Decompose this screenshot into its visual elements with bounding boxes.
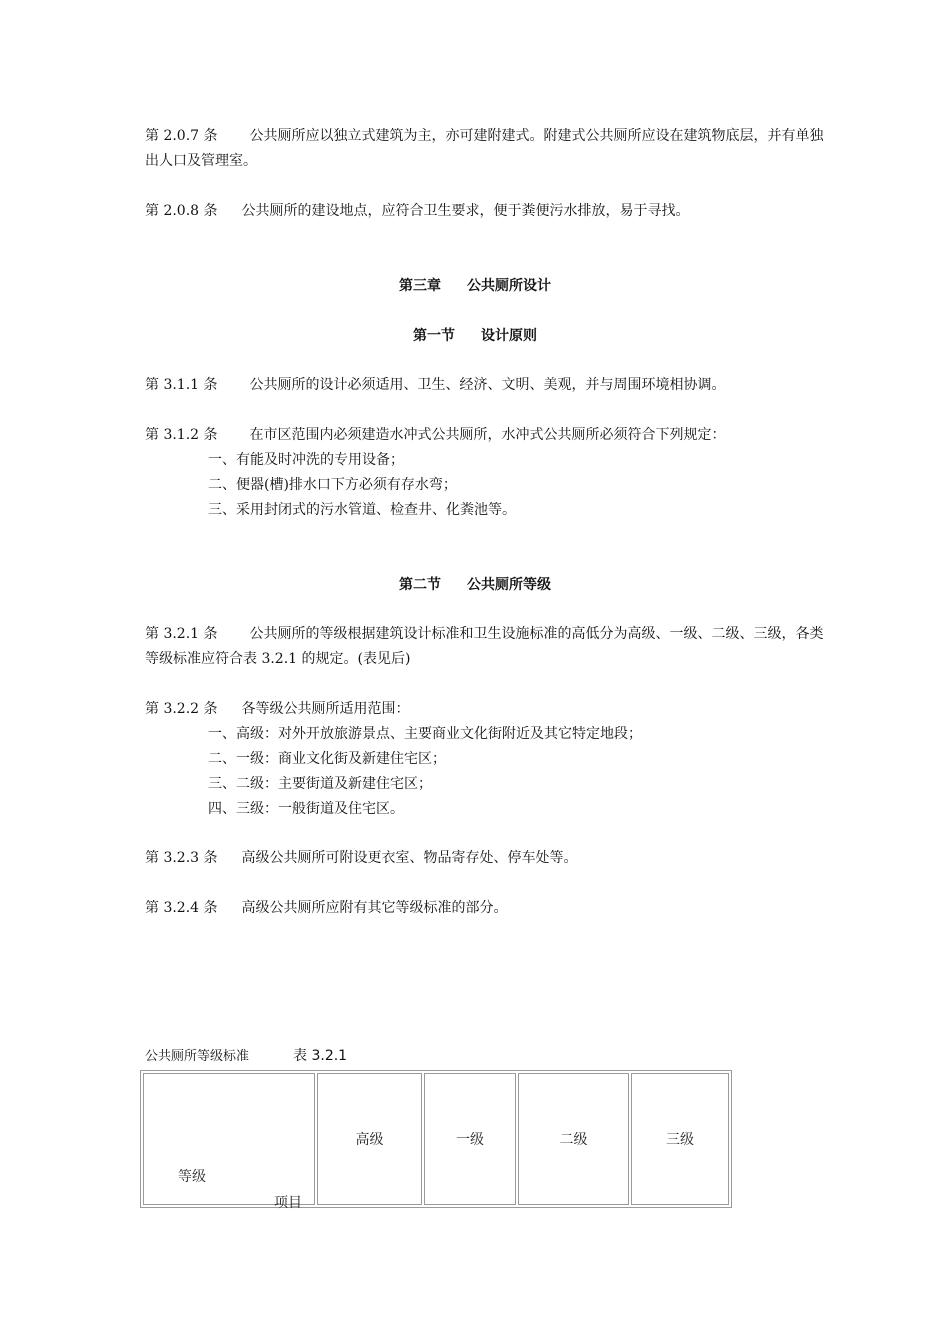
article-3-1-1 [145, 373, 825, 398]
list-item: 二、一级：商业文化街及新建住宅区； [208, 751, 446, 767]
article-text: 在市区范围内必须建造水冲式公共厕所，水冲式公共厕所必须符合下列规定： [249, 427, 726, 443]
article-number: 第 3.1.2 条 [145, 427, 218, 443]
header-cell-grade-2: 二级 [518, 1073, 629, 1205]
article-text: 公共厕所的建设地点，应符合卫生要求，便于粪便污水排放，易于寻找。 [241, 203, 690, 219]
article-text: 公共厕所的等级根据建筑设计标准和卫生设施标准的高低分为高级、一级、二级、三级，各类等级标准应符合表 3.2.1 的规定。(表见后) [145, 626, 824, 667]
article-number: 第 2.0.7 条 [145, 128, 218, 144]
article-text: 高级公共厕所应附有其它等级标准的部分。 [241, 900, 508, 916]
section-number: 第一节 [413, 328, 455, 344]
article-3-1-2 [145, 423, 825, 448]
section-title: 设计原则 [481, 328, 537, 344]
article-number: 第 3.2.3 条 [145, 850, 218, 866]
article-text: 公共厕所应以独立式建筑为主，亦可建附建式。附建式公共厕所应设在建筑物底层，并有单独出人口及管理室。 [145, 128, 824, 169]
article-number: 第 3.1.1 条 [145, 377, 218, 393]
article-text: 公共厕所的设计必须适用、卫生、经济、文明、美观，并与周围环境相协调。 [249, 377, 726, 393]
article-2-0-7 [145, 124, 825, 174]
grade-standard-table [140, 1070, 732, 1211]
header-cell-grade-high: 高级 [317, 1073, 422, 1205]
list-item: 一、有能及时冲洗的专用设备； [208, 452, 404, 468]
article-3-2-4 [145, 896, 825, 921]
list-item: 三、二级：主要街道及新建住宅区； [208, 776, 432, 792]
table-caption-title: 公共厕所等级标准 [145, 1049, 250, 1064]
table-number: 表 3.2.1 [293, 1048, 348, 1064]
section-heading-1 [0, 326, 950, 346]
list-item: 三、采用封闭式的污水管道、检查井、化粪池等。 [208, 502, 516, 518]
table-caption [145, 1047, 347, 1066]
header-cell-grade-1: 一级 [424, 1073, 516, 1205]
list-item: 一、高级：对外开放旅游景点、主要商业文化街附近及其它特定地段； [208, 726, 642, 742]
article-3-2-1 [145, 622, 825, 672]
article-text: 各等级公共厕所适用范围： [241, 701, 410, 717]
article-number: 第 3.2.1 条 [145, 626, 218, 642]
list-item: 二、便器(槽)排水口下方必须有存水弯； [208, 477, 457, 493]
article-3-2-2 [145, 697, 825, 722]
chapter-number: 第三章 [399, 278, 441, 294]
article-3-2-3 [145, 846, 825, 871]
article-number: 第 2.0.8 条 [145, 203, 218, 219]
table-header-row [143, 1073, 729, 1205]
article-number: 第 3.2.2 条 [145, 701, 218, 717]
section-title: 公共厕所等级 [467, 577, 551, 593]
section-number: 第二节 [399, 577, 441, 593]
corner-label-grade: 等级 [178, 1169, 206, 1185]
article-2-0-8 [145, 199, 825, 224]
article-number: 第 3.2.4 条 [145, 900, 218, 916]
corner-label-item: 项目 [274, 1195, 302, 1211]
section-heading-2 [0, 575, 950, 595]
table-corner-cell [143, 1073, 315, 1211]
header-cell-grade-3: 三级 [631, 1073, 729, 1205]
list-item: 四、三级：一般街道及住宅区。 [208, 801, 404, 817]
chapter-title: 公共厕所设计 [467, 278, 551, 294]
article-text: 高级公共厕所可附设更衣室、物品寄存处、停车处等。 [241, 850, 578, 866]
chapter-heading [0, 276, 950, 296]
